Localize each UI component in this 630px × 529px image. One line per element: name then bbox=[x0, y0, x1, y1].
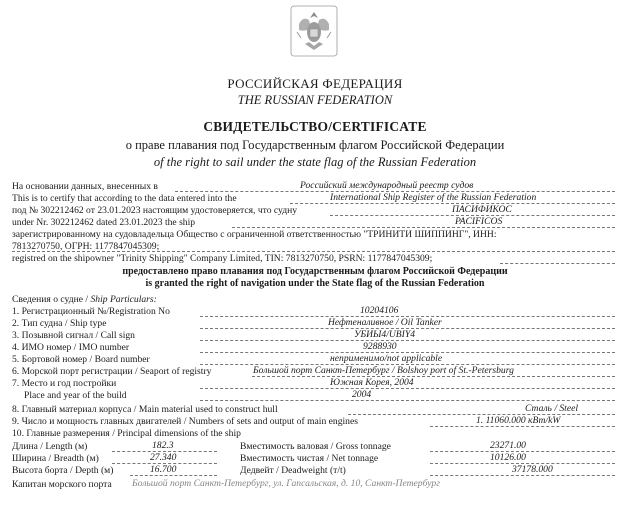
dimension-label: Дедвейт / Deadweight (т/t) bbox=[240, 465, 346, 476]
registration-label-ru: под № 302212462 от 23.01.2023 настоящим удостоверяется, что судну bbox=[12, 205, 298, 216]
particulars-heading bbox=[12, 294, 157, 305]
dashed-rule bbox=[232, 227, 615, 228]
engine-output-value: 1. 11060.000 кВт/kW bbox=[476, 415, 561, 426]
particulars-heading-ru: Сведения о судне / bbox=[12, 294, 91, 305]
item-label: 4. ИМО номер / IMO number bbox=[12, 342, 130, 353]
item-label: 7. Место и год постройки bbox=[12, 378, 117, 389]
imo-number-value: 9288930 bbox=[363, 341, 397, 352]
dashed-rule bbox=[430, 475, 615, 476]
basis-label-en: This is to certify that according to the data entered into the bbox=[12, 193, 237, 204]
register-name-en: International Ship Register of the Russian Federation bbox=[330, 192, 537, 203]
register-name-ru: Российский международный реестр судов bbox=[300, 180, 474, 191]
item-label: 9. Число и мощность главных двигателей / Numbers of sets and output of main engines bbox=[12, 416, 358, 427]
ship-type-value: Нефтеналивное / Oil Tanker bbox=[328, 317, 442, 328]
subtitle-ru: о праве плавания под Государственным флагом Российской Федерации bbox=[125, 138, 505, 152]
hull-material-value: Сталь / Steel bbox=[525, 403, 579, 414]
country-title-en: THE RUSSIAN FEDERATION bbox=[237, 93, 393, 107]
dimension-label: Высота борта / Depth (м) bbox=[12, 465, 114, 476]
depth-value: 16.700 bbox=[150, 464, 177, 475]
gross-tonnage-value: 23271.00 bbox=[490, 440, 526, 451]
build-place-value: Южная Корея, 2004 bbox=[330, 377, 414, 388]
dashed-rule bbox=[200, 400, 615, 401]
dashed-rule bbox=[200, 340, 615, 341]
item-label: 1. Регистрационный №/Registration No bbox=[12, 306, 170, 317]
item-label: 8. Главный материал корпуса / Main material used to construct hull bbox=[12, 404, 278, 415]
item-label: 3. Позывной сигнал / Call sign bbox=[12, 330, 135, 341]
particulars-heading-en: Ship Particulars: bbox=[90, 294, 157, 305]
dashed-rule bbox=[500, 263, 615, 264]
item-label: 5. Бортовой номер / Board number bbox=[12, 354, 150, 365]
item-label: 2. Тип судна / Ship type bbox=[12, 318, 107, 329]
dashed-rule bbox=[130, 475, 217, 476]
certificate-title: СВИДЕТЕЛЬСТВО/CERTIFICATE bbox=[203, 119, 427, 134]
captain-label: Капитан морского порта bbox=[12, 479, 112, 490]
captain-value: Большой порт Санкт-Петербург, ул. Гапсальская, д. 10, Санкт-Петербург bbox=[132, 478, 440, 489]
breadth-value: 27.340 bbox=[150, 452, 177, 463]
board-number-value: неприменимо/not applicable bbox=[330, 353, 443, 364]
dimension-label: Вместимость валовая / Gross tonnage bbox=[240, 441, 391, 452]
dashed-rule bbox=[12, 251, 615, 252]
basis-label-ru: На основании данных, внесенных в bbox=[12, 181, 158, 192]
ship-name-ru: ПАСИФИКОС bbox=[452, 204, 512, 215]
ship-name-en: PACIFICOS bbox=[455, 216, 503, 227]
registration-number-value: 10204106 bbox=[360, 305, 399, 316]
item-label: 6. Морской порт регистрации / Seaport of registry bbox=[12, 366, 212, 377]
call-sign-value: УБИЫ4/UBIY4 bbox=[354, 329, 415, 340]
registration-label-en: under Nr. 302212462 dated 23.01.2023 the ship bbox=[12, 217, 196, 228]
shipowner-ru: зарегистрированному на судовладельца Общество с ограниченной ответственностью "ТРИНИТИ ШИППИНГ", ИНН: bbox=[12, 229, 497, 240]
subtitle-en: of the right to sail under the state flag of the Russian Federation bbox=[153, 155, 477, 169]
country-title-ru: РОССИЙСКАЯ ФЕДЕРАЦИЯ bbox=[227, 76, 403, 91]
russian-coat-of-arms-icon bbox=[285, 2, 343, 60]
deadweight-value: 37178.000 bbox=[512, 464, 553, 475]
net-tonnage-value: 10126.00 bbox=[490, 452, 526, 463]
granted-right-ru: предоставлено право плавания под Государственным флагом Российской Федерации bbox=[122, 266, 508, 277]
build-year-value: 2004 bbox=[352, 389, 372, 400]
dimensions-heading: 10. Главные размерения / Principal dimensions of the ship bbox=[12, 428, 241, 439]
seaport-value: Большой порт Санкт-Петербург / Bolshoy port of St.-Petersburg bbox=[253, 365, 514, 376]
dimension-label: Вместимость чистая / Net tonnage bbox=[240, 453, 379, 464]
length-value: 182.3 bbox=[152, 440, 174, 451]
granted-right-en: is granted the right of navigation under the State flag of the Russian Federation bbox=[145, 278, 485, 289]
shipowner-ru-ids: 7813270750, ОГРН: 1177847045309; bbox=[12, 241, 160, 252]
dimension-label: Длина / Length (м) bbox=[12, 441, 88, 452]
dimension-label: Ширина / Breadth (м) bbox=[12, 453, 99, 464]
dashed-rule bbox=[430, 426, 615, 427]
shipowner-en: registred on the shipowner "Trinity Shipping" Company Limited, TIN: 7813270750, PSRN: 1177847045309; bbox=[12, 253, 433, 264]
item-label: Place and year of the build bbox=[24, 390, 127, 401]
dashed-rule bbox=[252, 376, 615, 377]
dashed-rule bbox=[200, 388, 615, 389]
